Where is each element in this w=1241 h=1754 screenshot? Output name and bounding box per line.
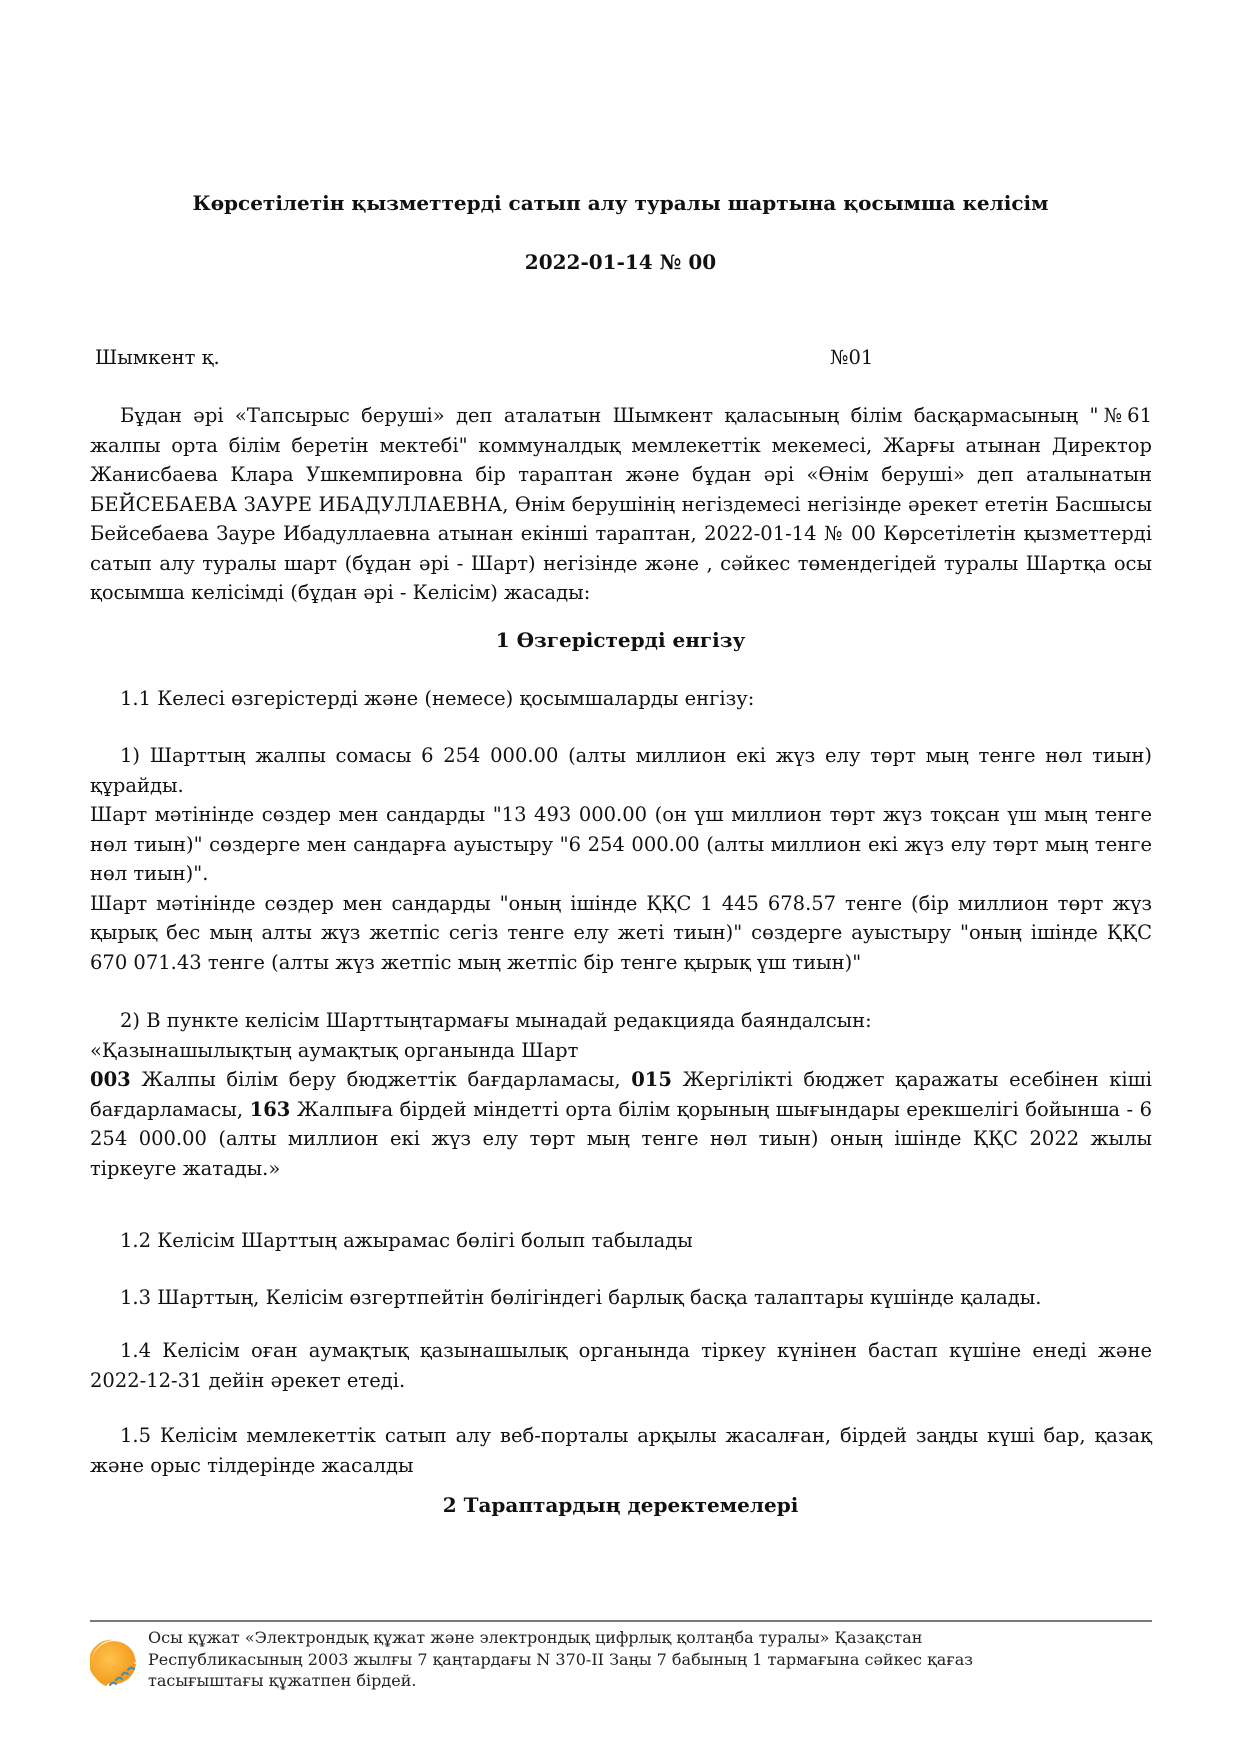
budget-code-003: 003 bbox=[90, 1068, 131, 1091]
budget-text-b: Жергілікті бюджет қаражаты есебінен кіші бағдарламасы, bbox=[90, 1068, 1152, 1121]
preamble-paragraph: Бұдан әрі «Тапсырыс беруші» деп аталатын Шымкент қаласының білім басқармасының "№61 жалпы орта білім беретін мектебі" коммуналдық мемлекеттік мекемесі, Жарғы атынан Директор Жанисбаева Клара Ушкемпировна бір тараптан және бұдан әрі «Өнім беруші» деп аталынатын БЕЙСЕБАЕВА ЗАУРЕ ИБАДУЛЛАЕВНА, Өнім берушінің негіздемесі негізінде әрекет ететін Басшысы Бейсебаева Зауре Ибадуллаевна атынан екінші тараптан, 2022-01-14 № 00 Көрсетілетін қызметтерді сатып алу туралы шарт (бұдан әрі - Шарт) негізінде және , сәйкес төмендегідей туралы Шартқа осы қосымша келісімді (бұдан әрі - Келісім) жасады: bbox=[90, 404, 1152, 604]
section-2-heading: 2 Тараптардың деректемелері bbox=[442, 1493, 799, 1517]
item-1-total-sum: 1) Шарттың жалпы сомасы 6 254 000.00 (алты миллион екі жүз елу төрт мың тенге нөл тиын) құрайды. bbox=[90, 744, 1152, 797]
budget-text-c: Жалпыға бірдей міндетті орта білім қорының шығындары ерекшелігі бойынша - 6 254 000.00 (алты миллион екі жүз елу төрт мың тенге нөл тиын) оның ішінде ҚҚС 2022 жылы тіркеуге жатады.» bbox=[90, 1097, 1152, 1180]
item-1-3: 1.3 Шарттың, Келісім өзгертпейтін бөлігіндегі барлық басқа талаптары күшінде қалады. bbox=[120, 1286, 1042, 1309]
item-1-4: 1.4 Келісім оған аумақтық қазынашылық органында тіркеу күнінен бастап күшіне енеді және 2022-12-31 дейін әрекет етеді. bbox=[90, 1339, 1152, 1392]
footer-line-1: Осы құжат «Электрондық құжат және электрондық цифрлық қолтаңба туралы» Қазақстан bbox=[148, 1628, 923, 1647]
document-date-number: 2022-01-14 № 00 bbox=[524, 250, 717, 274]
sun-ornament-logo-icon bbox=[90, 1636, 140, 1690]
item-1-2: 1.2 Келісім Шарттың ажырамас бөлігі болып табылады bbox=[120, 1229, 693, 1252]
city-label: Шымкент қ. bbox=[95, 346, 220, 369]
section-1-heading: 1 Өзгерістерді енгізу bbox=[495, 628, 746, 652]
item-1-replace-sum: Шарт мәтінінде сөздер мен сандарды "13 493 000.00 (он үш миллион төрт жүз тоқсан үш мың тенге нөл тиын)" сөздерге мен сандарға ауыстыру "6 254 000.00 (алты миллион екі жүз елу төрт мың тенге нөл тиын)". bbox=[90, 803, 1152, 885]
item-1-5: 1.5 Келісім мемлекеттік сатып алу веб-порталы арқылы жасалған, бірдей заңды күші бар, қазақ және орыс тілдерінде жасалды bbox=[90, 1424, 1152, 1477]
item-2-quote-intro: «Қазынашылықтың аумақтық органында Шарт bbox=[90, 1038, 579, 1062]
item-1-block bbox=[90, 741, 1152, 977]
footer-line-2: Республикасының 2003 жылғы 7 қаңтардағы N 370-II Заңы 7 бабының 1 тармағына сәйкес қағаз bbox=[148, 1649, 973, 1669]
item-1-1: 1.1 Келесі өзгерістерді және (немесе) қосымшаларды енгізу: bbox=[120, 687, 755, 710]
budget-text-a: Жалпы білім беру бюджеттік бағдарламасы, bbox=[130, 1068, 632, 1091]
item-2-intro: 2) В пункте келісім Шарттыңтармағы мынадай редакцияда баяндалсын: bbox=[120, 1009, 872, 1032]
item-2-block bbox=[90, 1006, 1152, 1183]
footer-divider bbox=[90, 1620, 1152, 1622]
item-1-replace-vat: Шарт мәтінінде сөздер мен сандарды "оның ішінде ҚҚС 1 445 678.57 тенге (бір миллион төрт жүз қырық бес мың алты жүз жетпіс сегіз тенге елу жеті тиын)" сөздерге ауыстыру "оның ішінде ҚҚС 670 071.43 тенге (алты жүз жетпіс мың жетпіс бір тенге қырық үш тиын)" bbox=[90, 891, 1152, 974]
budget-code-015: 015 bbox=[631, 1068, 672, 1091]
document-title: Көрсетілетін қызметтерді сатып алу туралы шартына қосымша келісім bbox=[192, 191, 1049, 215]
footer-line-3: тасығыштағы құжатпен бірдей. bbox=[148, 1671, 417, 1690]
footer-legal-notice bbox=[148, 1627, 1048, 1692]
budget-code-163: 163 bbox=[249, 1097, 291, 1121]
item-2-budget-text bbox=[90, 1065, 1152, 1183]
document-number: №01 bbox=[830, 346, 874, 369]
